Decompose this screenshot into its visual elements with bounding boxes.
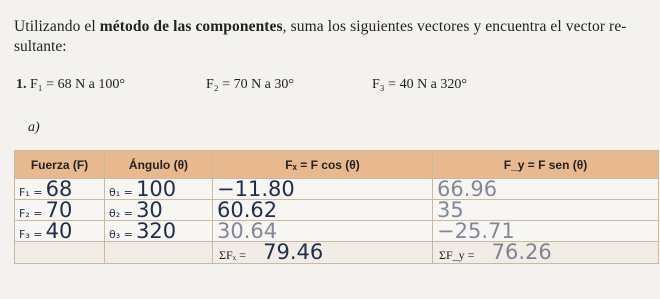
sum-fx-value: 79.46 [263, 241, 324, 264]
angle-value: 30 [136, 199, 163, 221]
components-table [14, 150, 659, 264]
instruction-line-1 [14, 18, 627, 36]
fx-value: 30.64 [217, 220, 278, 242]
cell-angle[interactable] [105, 221, 213, 242]
fy-value: 35 [437, 199, 464, 221]
header-force: Fuerza (F) [15, 151, 105, 179]
header-fy: F_y = F sen (θ) [433, 151, 659, 179]
header-fx: Fₓ = F cos (θ) [213, 151, 433, 179]
angle-label: θ₂ = [109, 207, 133, 220]
cell-fx[interactable] [213, 200, 433, 221]
cell-force[interactable] [15, 221, 105, 242]
cell-fy[interactable] [433, 221, 659, 242]
cell-empty [105, 242, 213, 264]
angle-value: 100 [136, 178, 177, 200]
angle-value: 320 [136, 220, 177, 242]
table-row [15, 179, 659, 200]
force-value: 40 [45, 220, 73, 242]
fx-value: 60.62 [217, 199, 278, 221]
cell-fy[interactable] [433, 200, 659, 221]
force-value: 68 [45, 178, 73, 200]
force-value: 70 [45, 199, 73, 221]
table-header-row [15, 151, 659, 179]
force-3: F₃ = 40 N a 320° [372, 77, 467, 92]
force-label: F₁ = [19, 186, 43, 199]
instruction-line-2: sultante: [14, 38, 67, 55]
force-label: F₂ = [19, 207, 43, 220]
cell-fy[interactable] [433, 179, 659, 200]
header-angle: Ángulo (θ) [105, 151, 213, 179]
angle-label: θ₃ = [109, 228, 133, 241]
fx-value: −11.80 [217, 178, 295, 200]
sum-fy-label: ΣF_y = [439, 248, 475, 262]
sum-fy-value: 76.26 [491, 241, 552, 264]
instruction-suffix: , suma los siguientes vectores y encuentra el vector re- [282, 18, 627, 35]
instruction-method: método de las componentes [99, 18, 283, 35]
cell-force[interactable] [15, 200, 105, 221]
angle-label: θ₁ = [109, 186, 133, 199]
table-sum-row [15, 242, 659, 264]
instruction-prefix: Utilizando el [14, 18, 100, 35]
cell-sum-fx[interactable] [213, 242, 433, 264]
cell-angle[interactable] [105, 179, 213, 200]
fy-value: 66.96 [437, 178, 498, 200]
subpart-label: a) [28, 120, 40, 135]
cell-empty [15, 242, 105, 264]
force-2: F₂ = 70 N a 30° [206, 77, 294, 92]
force-label: F₃ = [19, 228, 43, 241]
cell-fx[interactable] [213, 179, 433, 200]
cell-force[interactable] [15, 179, 105, 200]
force-1: F₁ = 68 N a 100° [30, 77, 125, 92]
cell-sum-fy[interactable] [433, 242, 659, 264]
fy-value: −25.71 [437, 220, 515, 242]
table-row [15, 200, 659, 221]
problem-number: 1. [16, 77, 27, 92]
sum-fx-label: ΣFₓ = [219, 248, 246, 262]
cell-fx[interactable] [213, 221, 433, 242]
cell-angle[interactable] [105, 200, 213, 221]
table-row [15, 221, 659, 242]
problem-f1 [16, 77, 125, 93]
